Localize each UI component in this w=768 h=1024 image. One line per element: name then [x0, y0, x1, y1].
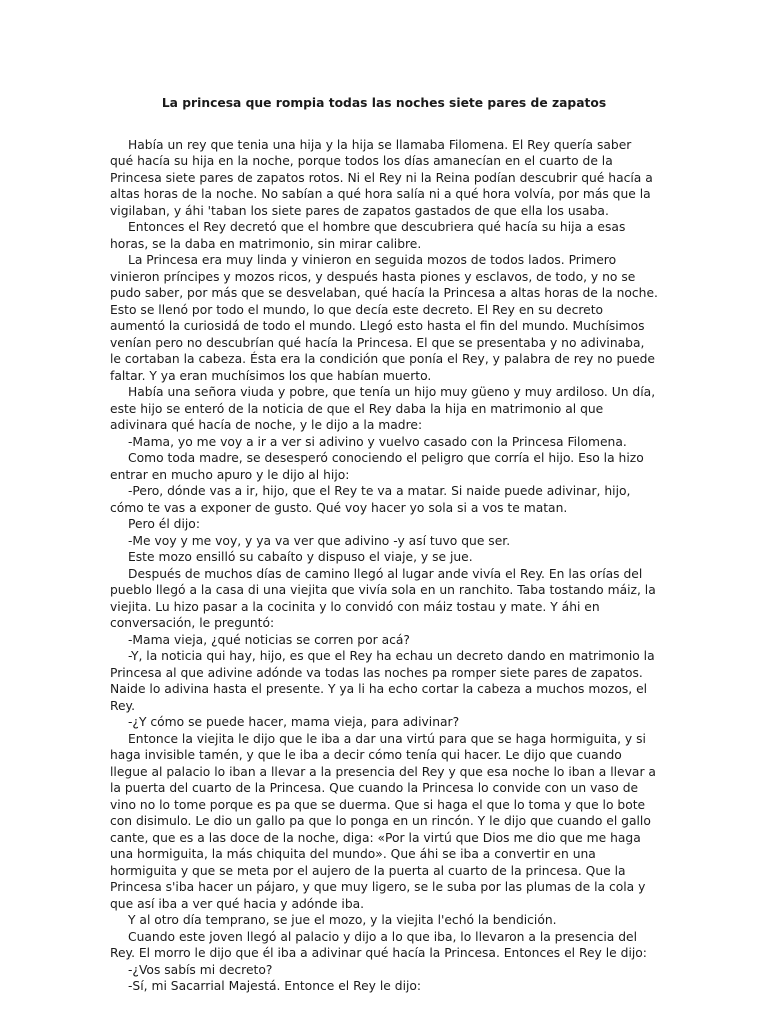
paragraph: -Me voy y me voy, y ya va ver que adivino -y así tuvo que ser. — [128, 533, 511, 548]
paragraph: Entonce la viejita le dijo que le iba a dar una virtú para que se haga hormiguita, y si haga invisible tamén, y que le iba a decir cómo tenía qui hacer. Le dijo que cuando llegue al palacio lo iban a llevar a la presencia del Rey y que esa noche lo iban a llevar a la puerta del cuarto de la Princesa. Que cuando la Princesa lo convide con un vaso de vino no lo tome porque es pa que se duerma. Que si haga el que lo toma y que lo bote con disimulo. Le dio un gallo pa que lo ponga en un rincón. Y le dijo que cuando el gallo cante, que es a las doce de la noche, diga: «Por la virtú que Dios me dio que me haga una hormiguita, la más chiquita del mundo». Que áhi se iba a convertir en una hormiguita y que se meta por el aujero de la puerta al cuarto de la princesa. Que la Princesa s'iba hacer un pájaro, y que muy ligero, se le suba por las plumas de la cola y que así iba a ver qué hacia y adónde iba. — [110, 731, 656, 911]
paragraph: -¿Y cómo se puede hacer, mama vieja, para adivinar? — [128, 715, 460, 729]
paragraph: Cuando este joven llegó al palacio y dijo a lo que iba, lo llevaron a la presencia del Rey. El morro le dijo que él iba a adivinar qué hacía la Princesa. Entonces el Rey le dijo: — [110, 929, 647, 960]
paragraph: Y al otro día temprano, se jue el mozo, y la viejita l'echó la bendición. — [128, 913, 557, 927]
paragraph: -Sí, mi Sacarrial Majestá. Entonce el Rey le dijo: — [128, 979, 422, 993]
paragraph: Había una señora viuda y pobre, que tenía un hijo muy güeno y muy ardiloso. Un día, este hijo se enteró de la noticia de que el Rey daba la hija en matrimonio al que adivinara qué hacía de noche, y le dijo a la madre: — [110, 385, 656, 432]
paragraph: -Mama vieja, ¿qué noticias se corren por acá? — [128, 632, 410, 647]
paragraph: Este mozo ensilló su cabaíto y dispuso el viaje, y se jue. — [128, 550, 473, 564]
paragraph: La Princesa era muy linda y vinieron en seguida mozos de todos lados. Primero vinieron príncipes y mozos ricos, y después hasta piones y esclavos, de todo, y no se pudo saber, por más que se desvelaban, qué hacía la Princesa a altas horas de la noche. Esto se llenó por todo el mundo, lo que decía este decreto. El Rey en su decreto aumentó la curiosidá de todo el mundo. Llegó esto hasta el fin del mundo. Muchísimos venían pero no descubrían qué hacía la Princesa. El que se presentaba y no adivinaba, le cortaban la cabeza. Ésta era la condición que ponía el Rey, y palabra de rey no puede faltar. Y ya eran muchísimos los que habían muerto. — [110, 253, 658, 383]
paragraph: Entonces el Rey decretó que el hombre que descubriera qué hacía su hija a esas horas, se la daba en matrimonio, sin mirar calibre. — [110, 220, 626, 251]
paragraph: Había un rey que tenia una hija y la hija se llamaba Filomena. El Rey quería saber qué hacía su hija en la noche, porque todos los días amanecían en el cuarto de la Princesa siete pares de zapatos rotos. Ni el Rey ni la Reina podían descubrir qué hacía a altas horas de la noche. No sabían a qué hora salía ni a qué hora volvía, por más que la vigilaban, y áhi 'taban los siete pares de zapatos gastados de que ella los usaba. — [110, 137, 653, 218]
paragraph: -Mama, yo me voy a ir a ver si adivino y vuelvo casado con la Princesa Filomena. — [128, 434, 627, 449]
paragraph: Como toda madre, se desesperó conociendo el peligro que corría el hijo. Eso la hizo entrar en mucho apuro y le dijo al hijo: — [110, 451, 644, 482]
document-title: La princesa que rompia todas las noches siete pares de zapatos — [161, 96, 607, 110]
paragraph: Pero él dijo: — [128, 517, 200, 531]
paragraph: -¿Vos sabís mi decreto? — [128, 962, 273, 977]
document-page — [110, 95, 658, 995]
paragraph: Después de muchos días de camino llegó al lugar ande vivía el Rey. En las orías del pueblo llegó a la casa di una viejita que vivía sola en un ranchito. Taba tostando máiz, la viejita. Lu hizo pasar a la cocinita y lo convidó con máiz tostau y mate. Y áhi en conversación, le preguntó: — [110, 566, 656, 630]
paragraph: -Y, la noticia qui hay, hijo, es que el Rey ha echau un decreto dando en matrimonio la Princesa al que adivine adónde va todas las noches pa romper siete pares de zapatos. Naide lo adivina hasta el presente. Y ya li ha echo cortar la cabeza a muchos mozos, el Rey. — [110, 649, 655, 713]
paragraph: -Pero, dónde vas a ir, hijo, que el Rey te va a matar. Si naide puede adivinar, hijo, cómo te vas a exponer de gusto. Qué voy hacer yo sola si a vos te matan. — [110, 484, 631, 515]
